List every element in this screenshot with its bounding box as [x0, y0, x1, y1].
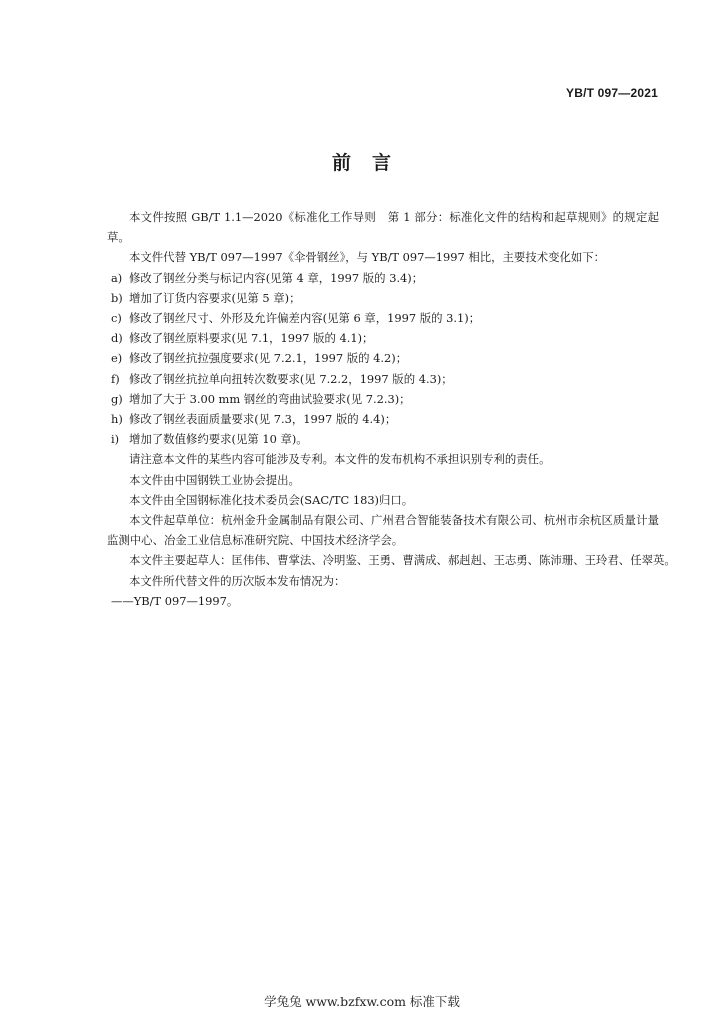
list-marker: b): [111, 290, 123, 305]
list-item: [107, 369, 659, 389]
drafting-units: 本文件起草单位：杭州金升金属制品有限公司、广州君合智能装备技术有限公司、杭州市余杭区质量计量监测中心、冶金工业信息标准研究院、中国技术经济学会。: [107, 513, 659, 548]
list-item: [107, 429, 659, 449]
list-item: [107, 268, 659, 288]
list-marker: g): [111, 391, 123, 406]
list-item-text: 修改了钢丝抗拉单向扭转次数要求(见 7.2.2，1997 版的 4.3)；: [129, 371, 453, 386]
proposer-statement: 本文件由中国钢铁工业协会提出。: [129, 472, 300, 487]
foreword-body: [107, 207, 676, 611]
list-item-text: 修改了钢丝原料要求(见 7.1，1997 版的 4.1)；: [129, 331, 374, 346]
list-marker: e): [111, 351, 123, 366]
list-item-text: 增加了数值修约要求(见第 10 章)。: [129, 432, 308, 447]
paragraph-drafting-rules: 本文件按照 GB/T 1.1—2020《标准化工作导则 第 1 部分：标准化文件的结构和起草规则》的规定起草。: [107, 210, 659, 245]
list-item: [107, 288, 659, 308]
history-item: ——YB/T 097—1997。: [111, 593, 239, 608]
list-item: [107, 328, 659, 348]
list-item: [107, 389, 659, 409]
centralized-statement: 本文件由全国钢标准化技术委员会(SAC/TC 183)归口。: [129, 492, 414, 507]
list-item: [107, 409, 659, 429]
list-item-text: 修改了钢丝分类与标记内容(见第 4 章，1997 版的 3.4)；: [129, 270, 424, 285]
list-item-text: 修改了钢丝抗拉强度要求(见 7.2.1，1997 版的 4.2)；: [129, 351, 408, 366]
list-item-text: 增加了订货内容要求(见第 5 章)；: [129, 290, 301, 305]
footer-watermark: 学兔兔 www.bzfxw.com 标准下载: [264, 994, 460, 1009]
patent-notice: 请注意本文件的某些内容可能涉及专利。本文件的发布机构不承担识别专利的责任。: [129, 452, 551, 467]
page-title: 前 言: [331, 152, 392, 174]
drafters: 本文件主要起草人：匡伟伟、曹掌法、冷明鉴、王勇、曹满成、郝赳赳、王志勇、陈沛珊、王玲君、任翠英。: [129, 553, 676, 568]
list-item-text: 修改了钢丝尺寸、外形及允许偏差内容(见第 6 章，1997 版的 3.1)；: [129, 311, 481, 326]
list-marker: i): [111, 432, 120, 447]
list-item: [107, 308, 659, 328]
list-marker: f): [111, 371, 120, 386]
list-item-text: 增加了大于 3.00 mm 钢丝的弯曲试验要求(见 7.2.3)；: [129, 391, 411, 406]
list-item-text: 修改了钢丝表面质量要求(见 7.3，1997 版的 4.4)；: [129, 412, 397, 427]
list-marker: c): [111, 311, 122, 326]
history-intro: 本文件所代替文件的历次版本发布情况为：: [129, 573, 346, 588]
list-marker: h): [111, 412, 123, 427]
list-item: [107, 348, 659, 368]
paragraph-replaces: 本文件代替 YB/T 097—1997《伞骨钢丝》，与 YB/T 097—1997 相比，主要技术变化如下：: [129, 250, 606, 265]
changes-list: [107, 268, 659, 450]
list-marker: d): [111, 331, 123, 346]
list-marker: a): [111, 270, 123, 285]
standard-code: YB/T 097—2021: [566, 86, 658, 100]
